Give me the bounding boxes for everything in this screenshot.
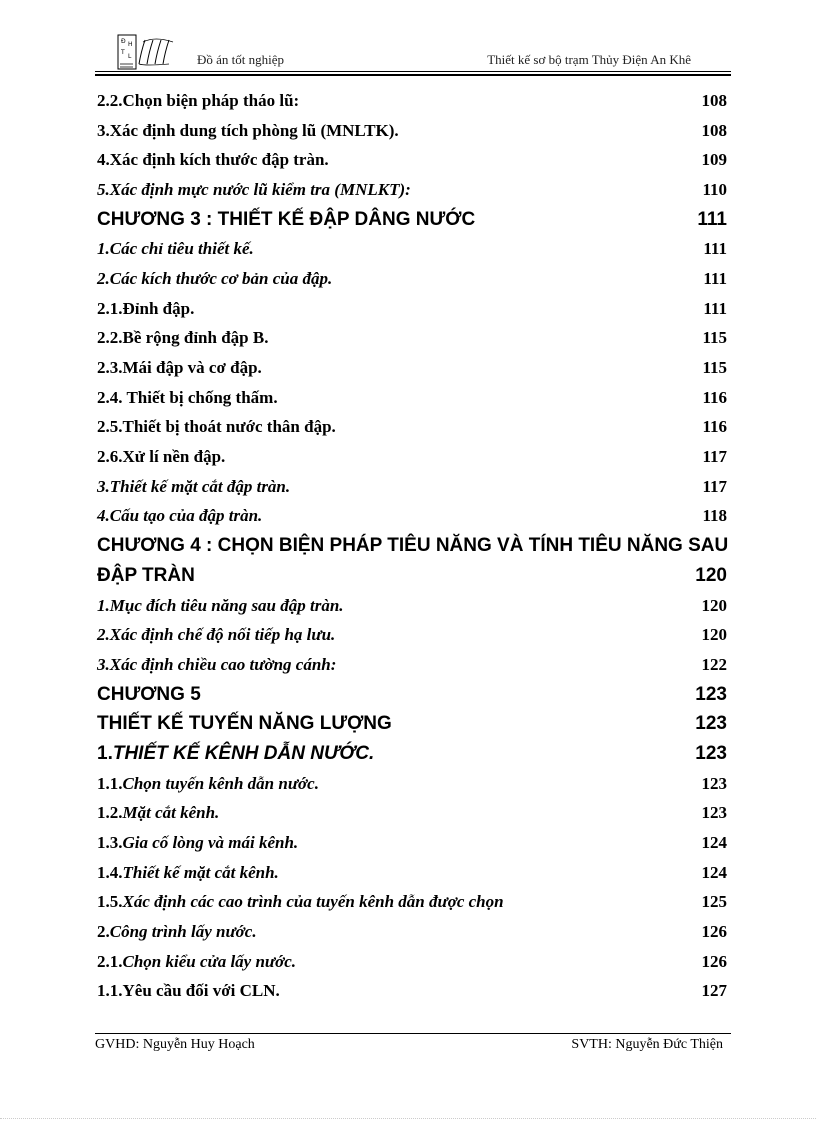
toc-entry-title: 1.Mục đích tiêu năng sau đập tràn. [97,595,344,615]
toc-entry-title [97,863,279,883]
svg-text:L: L [128,53,132,60]
toc-entry-page: 127 [701,981,727,1001]
toc-entry-title: 2.3.Mái đập và cơ đập. [97,358,262,378]
toc-entry-number: 1.5. [97,892,123,912]
toc-entry[interactable] [97,680,727,710]
toc-entry[interactable] [97,234,727,264]
toc-entry[interactable] [97,888,727,918]
svg-text:H: H [128,41,133,48]
toc-entry[interactable] [97,294,727,324]
toc-entry-page: 111 [697,208,727,230]
toc-entry-number: 1.3. [97,833,123,853]
toc-entry-page: 116 [702,417,727,437]
toc-entry-page: 126 [701,951,727,971]
toc-entry-page: 122 [701,654,727,674]
toc-entry[interactable] [97,858,727,888]
toc-entry[interactable] [97,561,727,591]
toc-entry-title [97,892,504,912]
toc-entry-title: CHƯƠNG 3 : THIẾT KẾ ĐẬP DÂNG NƯỚC [97,208,476,230]
toc-entry-title: 2.5.Thiết bị thoát nước thân đập. [97,417,336,437]
header-right-text: Thiết kế sơ bộ trạm Thủy Điện An Khê [487,52,691,67]
toc-entry-title: 1.Các chỉ tiêu thiết kế. [97,239,254,259]
table-of-contents [97,86,727,1006]
toc-entry-page: 123 [701,803,727,823]
toc-entry-page: 117 [702,447,727,467]
toc-entry-number: 2.1. [97,951,123,971]
page-header [95,34,731,72]
toc-entry-title: 2.2.Chọn biện pháp tháo lũ: [97,90,300,110]
toc-entry-number: 1. [97,742,113,764]
toc-entry-title [97,952,296,972]
toc-entry-heading: Chọn tuyến kênh dẫn nước. [122,773,319,793]
toc-entry[interactable] [97,828,727,858]
toc-entry-page: 110 [702,179,727,199]
toc-entry-title: 1.1.Yêu cầu đối với CLN. [97,981,280,1001]
toc-entry-title: 2.1.Đỉnh đập. [97,298,195,318]
toc-entry-page: 123 [695,742,727,764]
toc-entry[interactable] [97,413,727,443]
toc-entry[interactable] [97,947,727,977]
toc-entry-page: 120 [701,625,727,645]
toc-entry[interactable] [97,709,727,739]
header-divider [95,71,731,72]
toc-entry-heading: Xác định các cao trình của tuyến kênh dẫn được chọn [122,892,504,912]
toc-entry-heading: Mặt cắt kênh. [122,803,220,823]
toc-entry[interactable] [97,531,727,561]
toc-entry[interactable] [97,502,727,532]
toc-entry-page: 126 [701,922,727,942]
toc-entry-page: 118 [702,506,727,526]
toc-entry-title: 4.Cấu tạo của đập tràn. [97,506,263,526]
toc-entry[interactable] [97,591,727,621]
toc-entry[interactable] [97,353,727,383]
toc-entry[interactable] [97,799,727,829]
toc-entry-page: 115 [702,328,727,348]
toc-entry-title: 2.2.Bề rộng đỉnh đập B. [97,328,269,348]
toc-entry-page: 109 [701,150,727,170]
toc-entry-title: 2.Các kích thước cơ bản của đập. [97,268,333,288]
toc-entry-heading: THIẾT KẾ KÊNH DẪN NƯỚC. [112,742,375,764]
svg-text:Đ: Đ [121,38,126,45]
toc-entry-number: 1.2. [97,803,123,823]
toc-entry[interactable] [97,324,727,354]
toc-entry-title: THIẾT KẾ TUYẾN NĂNG LƯỢNG [97,713,392,735]
toc-entry[interactable] [97,116,727,146]
toc-entry-title: 5.Xác định mực nước lũ kiểm tra (MNLKT): [97,179,411,199]
toc-entry-title: CHƯƠNG 5 [97,683,201,705]
toc-entry-title [97,922,257,942]
toc-entry-page: 116 [702,387,727,407]
toc-entry[interactable] [97,86,727,116]
toc-entry-heading: Chọn kiểu cửa lấy nước. [122,951,297,971]
toc-entry-page: 120 [695,564,727,586]
toc-entry-title [97,774,319,794]
toc-entry[interactable] [97,383,727,413]
toc-entry-page: 117 [702,476,727,496]
toc-entry[interactable] [97,739,727,769]
toc-entry-title: ĐẬP TRÀN [97,564,195,586]
toc-entry-page: 108 [701,90,727,110]
toc-entry-title [97,803,219,823]
toc-entry-page: 123 [695,683,727,705]
toc-entry-page: 108 [701,120,727,140]
svg-text:T: T [121,49,125,56]
header-left-text: Đồ án tốt nghiệp [197,52,285,67]
toc-entry-page: 115 [702,358,727,378]
toc-entry[interactable] [97,145,727,175]
toc-entry-number: 2. [97,922,110,942]
footer-divider [95,1033,731,1034]
toc-entry-title: 2.6.Xử lí nền đập. [97,447,226,467]
toc-entry[interactable] [97,620,727,650]
toc-entry[interactable] [97,977,727,1007]
toc-entry[interactable] [97,205,727,235]
toc-entry-page: 123 [695,713,727,735]
toc-entry-page: 123 [701,773,727,793]
header-divider-thick [95,74,731,76]
toc-entry-page: 111 [703,298,727,318]
toc-entry-heading: Gia cố lòng và mái kênh. [122,833,299,853]
footer-right-text: SVTH: Nguyễn Đức Thiện [571,1037,723,1052]
toc-entry[interactable] [97,917,727,947]
toc-entry[interactable] [97,442,727,472]
toc-entry-title: 4.Xác định kích thước đập tràn. [97,150,329,170]
toc-entry-title: 3.Xác định dung tích phòng lũ (MNLTK). [97,120,399,140]
footer-left-text: GVHD: Nguyễn Huy Hoạch [95,1037,255,1052]
toc-entry-page: 124 [701,862,727,882]
toc-entry-number: 1.4. [97,862,123,882]
toc-entry-title: CHƯƠNG 4 : CHỌN BIỆN PHÁP TIÊU NĂNG VÀ TÍNH TIÊU NĂNG SAU [97,535,729,557]
toc-entry[interactable] [97,264,727,294]
toc-entry[interactable] [97,650,727,680]
toc-entry-heading: Thiết kế mặt cắt kênh. [122,862,279,882]
toc-entry-page: 111 [703,268,727,288]
page-bottom-border [0,1118,816,1119]
toc-entry-page: 111 [703,239,727,259]
toc-entry[interactable] [97,175,727,205]
toc-entry-page: 124 [701,833,727,853]
logo-icon [117,34,191,70]
toc-entry-heading: Công trình lấy nước. [109,922,257,942]
toc-entry[interactable] [97,769,727,799]
toc-entry-title: 2.4. Thiết bị chống thấm. [97,387,278,407]
toc-entry-number: 1.1. [97,773,123,793]
toc-entry[interactable] [97,472,727,502]
toc-entry-title: 2.Xác định chế độ nối tiếp hạ lưu. [97,625,336,645]
toc-entry-title: 3.Xác định chiều cao tường cánh: [97,654,337,674]
toc-entry-title: 3.Thiết kế mặt cắt đập tràn. [97,476,291,496]
toc-entry-page: 120 [701,595,727,615]
toc-entry-title [97,833,298,853]
toc-entry-page: 125 [701,892,727,912]
toc-entry-title [97,743,374,765]
